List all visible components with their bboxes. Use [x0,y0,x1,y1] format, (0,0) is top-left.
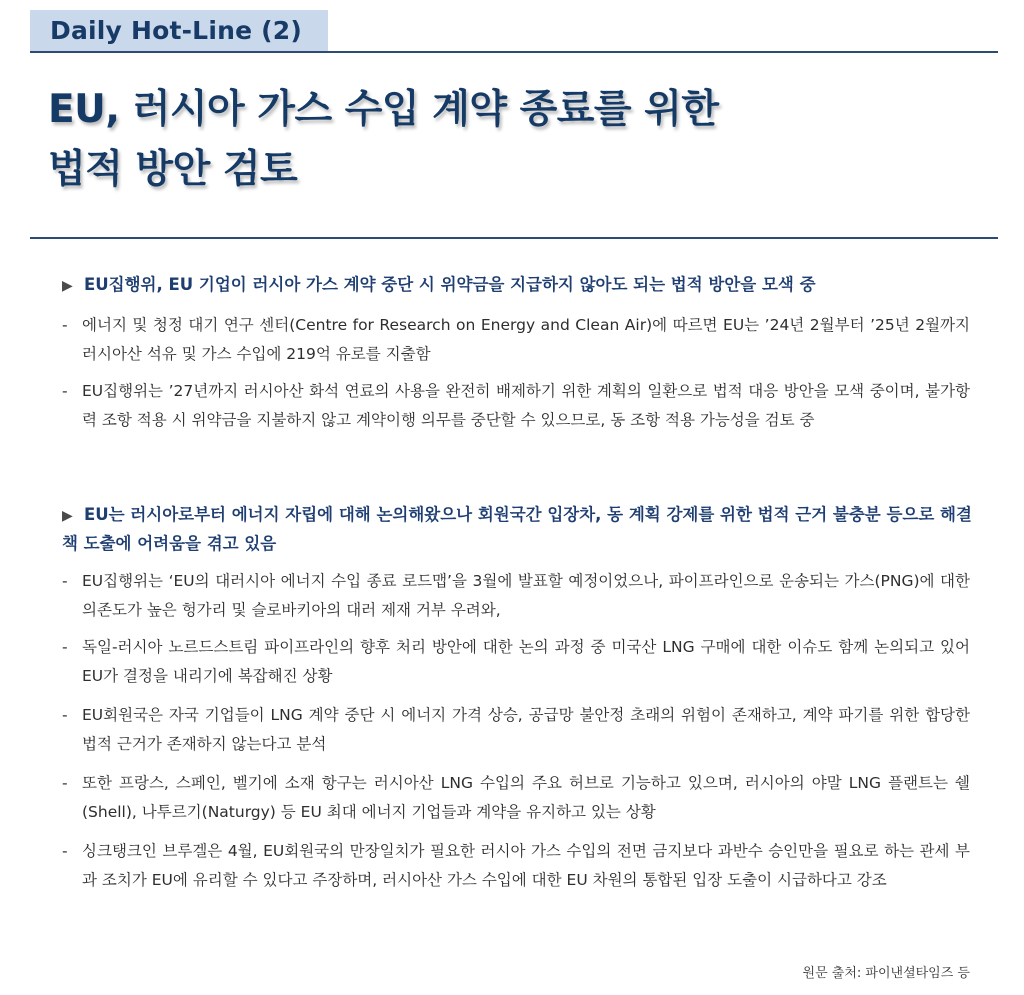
section-heading-1: ▶ EU집행위, EU 기업이 러시아 가스 계약 중단 시 위약금을 지급하지 않아도 되는 법적 방안을 모색 중 [62,271,977,300]
page-title [48,80,968,200]
dash-marker: - [62,316,68,334]
triangle-right-icon: ▶ [62,278,73,294]
triangle-right-icon: ▶ [62,508,73,524]
section-heading-2: ▶ EU는 러시아로부터 에너지 자립에 대해 논의해왔으나 회원국간 입장차, 동 계획 강제를 위한 법적 근거 불충분 등으로 해결책 도출에 어려움을 겪고 있음 [62,505,972,553]
list-item: - 에너지 및 청정 대기 연구 센터(Centre for Research on Energy and Clean Air)에 따르면 EU는 ’24년 2월부터 ’25년 2월까지 러시아산 석유 및 가스 수입에 219억 유로를 지출함 [62,311,970,369]
list-item: - EU집행위는 ‘EU의 대러시아 에너지 수입 종료 로드맵’을 3월에 발표할 예정이었으나, 파이프라인으로 운송되는 가스(PNG)에 대한 의존도가 높은 헝가리 및 슬로바키아의 대러 제재 거부 우려와, [62,567,970,625]
source-note: 원문 출처: 파이낸셜타임즈 등 [802,966,970,981]
page-title-line-1: EU, 러시아 가스 수입 계약 종료를 위한 [48,87,719,132]
dash-marker: - [62,638,68,656]
list-item: - EU집행위는 ’27년까지 러시아산 화석 연료의 사용을 완전히 배제하기 위한 계획의 일환으로 법적 대응 방안을 모색 중이며, 불가항력 조항 적용 시 위약금을 지불하지 않고 계약이행 의무를 중단할 수 있으므로, 동 조항 적용 가능성을 검토 중 [62,377,970,435]
dash-marker: - [62,842,68,860]
dash-marker: - [62,706,68,724]
list-item: - 또한 프랑스, 스페인, 벨기에 소재 항구는 러시아산 LNG 수입의 주요 허브로 기능하고 있으며, 러시아의 야말 LNG 플랜트는 쉘(Shell), 나투르기(Naturgy) 등 EU 최대 에너지 기업들과 계약을 유지하고 있는 상황 [62,769,970,827]
dash-marker: - [62,774,68,792]
list-item: - 싱크탱크인 브루겔은 4월, EU회원국의 만장일치가 필요한 러시아 가스 수입의 전면 금지보다 과반수 승인만을 필요로 하는 관세 부과 조치가 EU에 유리할 수 있다고 주장하며, 러시아산 가스 수입에 대한 EU 차원의 통합된 입장 도출이 시급하다고 강조 [62,837,970,895]
title-divider [30,237,998,239]
dash-marker: - [62,382,68,400]
list-item: - EU회원국은 자국 기업들이 LNG 계약 중단 시 에너지 가격 상승, 공급망 불안정 초래의 위험이 존재하고, 계약 파기를 위한 합당한 법적 근거가 존재하지 않는다고 분석 [62,701,970,759]
top-divider [30,51,998,53]
list-item: - 독일-러시아 노르드스트림 파이프라인의 향후 처리 방안에 대한 논의 과정 중 미국산 LNG 구매에 대한 이슈도 함께 논의되고 있어 EU가 결정을 내리기에 복잡해진 상황 [62,633,970,691]
dash-marker: - [62,572,68,590]
page-title-line-2: 법적 방안 검토 [48,147,298,192]
section-tag: Daily Hot-Line (2) [30,10,328,52]
